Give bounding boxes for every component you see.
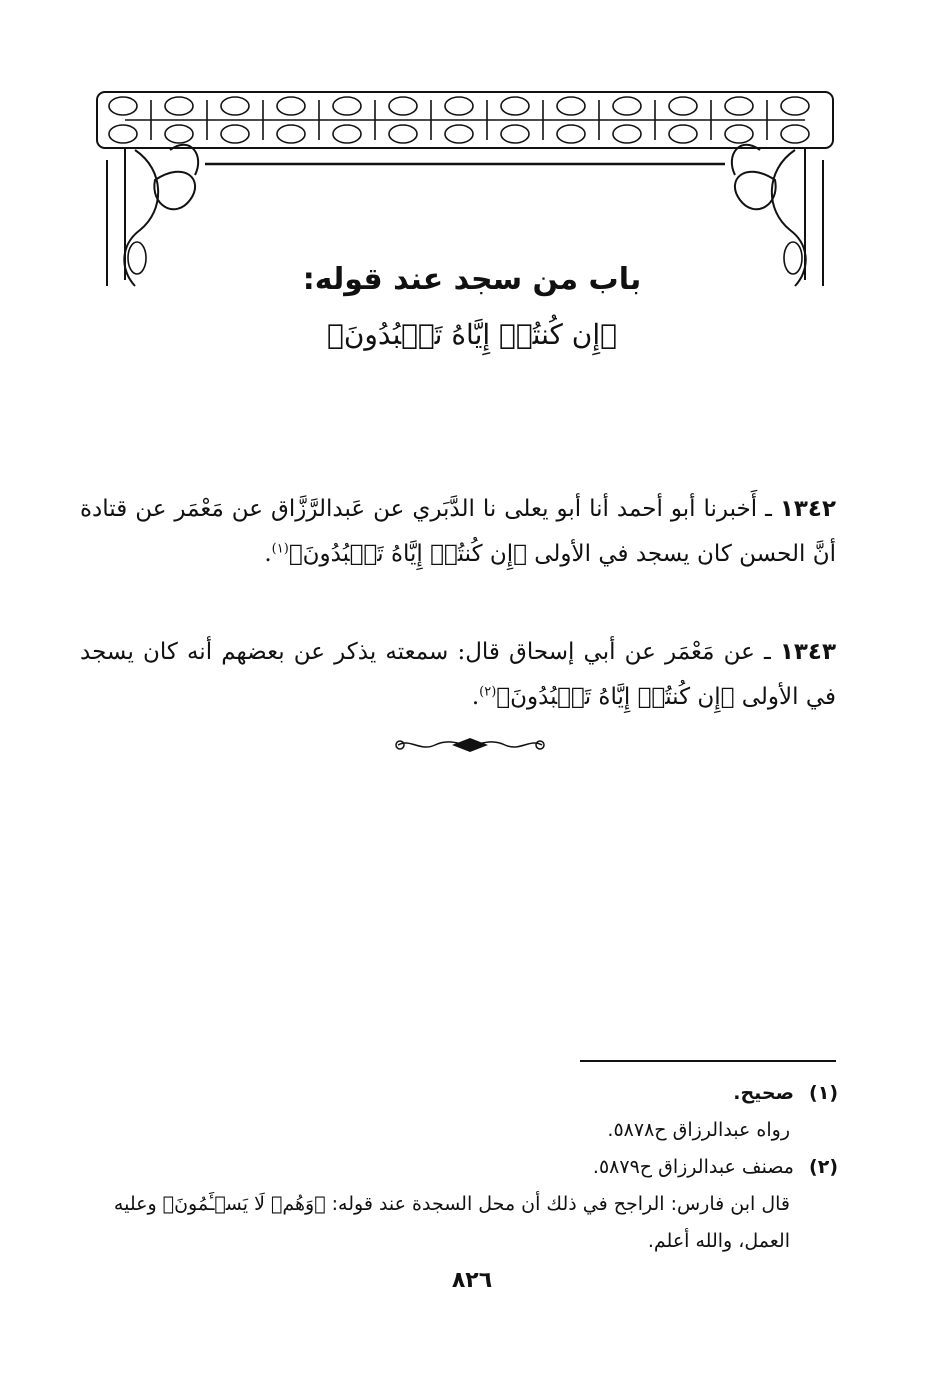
section-divider-ornament — [390, 730, 550, 760]
footnote-separator — [580, 1060, 836, 1062]
footnote-text: مصنف عبدالرزاق ح٥٨٧٩. — [592, 1156, 794, 1178]
hadith-end-mark: . — [471, 684, 480, 710]
footnote-text: قال ابن فارس: الراجح في ذلك أن محل السجدة عند قوله: ﴿وَهُمۡ لَا يَسۡـَٔمُونَ﴾ وعليه العمل، والله أعلم. — [113, 1193, 790, 1252]
footnote-item — [80, 1149, 838, 1186]
hadith-end-mark: . — [264, 541, 272, 567]
ornamental-header-frame — [95, 90, 835, 290]
hadith-number: ١٣٤٣ — [779, 639, 836, 665]
footnote-text: صحيح. — [733, 1082, 794, 1104]
hadith-paragraph — [80, 630, 836, 720]
footnote-reference[interactable]: (١) — [271, 541, 289, 557]
footnote-marker: (٢) — [809, 1156, 838, 1178]
footnote-reference[interactable]: (٢) — [479, 684, 497, 700]
footnote-item — [80, 1075, 838, 1112]
footnotes-section — [80, 1075, 838, 1260]
hadith-text: ـ أَخبرنا أبو أحمد أنا أبو يعلى نا الدَّبَري عن عَبدالرَّزَّاق عن مَعْمَر عن قتادة أنَّ الحسن كان يسجد في الأولى ﴿إِن كُنتُمۡ إِيَّاهُ تَعۡبُدُونَ﴾ — [80, 496, 836, 567]
hadith-paragraph — [80, 487, 836, 577]
page-number: ٨٢٦ — [451, 1268, 493, 1293]
hadith-number: ١٣٤٢ — [779, 496, 836, 522]
chapter-title: باب من سجد عند قوله: — [302, 262, 642, 297]
hadith-text: ـ عن مَعْمَر عن أبي إسحاق قال: سمعته يذكر عن بعضهم أنه كان يسجد في الأولى ﴿إِن كُنتُمۡ إِيَّاهُ تَعۡبُدُونَ﴾ — [80, 639, 836, 710]
chapter-verse: ﴿إِن كُنتُمۡ إِيَّاهُ تَعۡبُدُونَ﴾ — [327, 318, 617, 351]
footnote-text: رواه عبدالرزاق ح٥٨٧٨. — [607, 1119, 790, 1141]
footnote-marker: (١) — [809, 1082, 838, 1104]
